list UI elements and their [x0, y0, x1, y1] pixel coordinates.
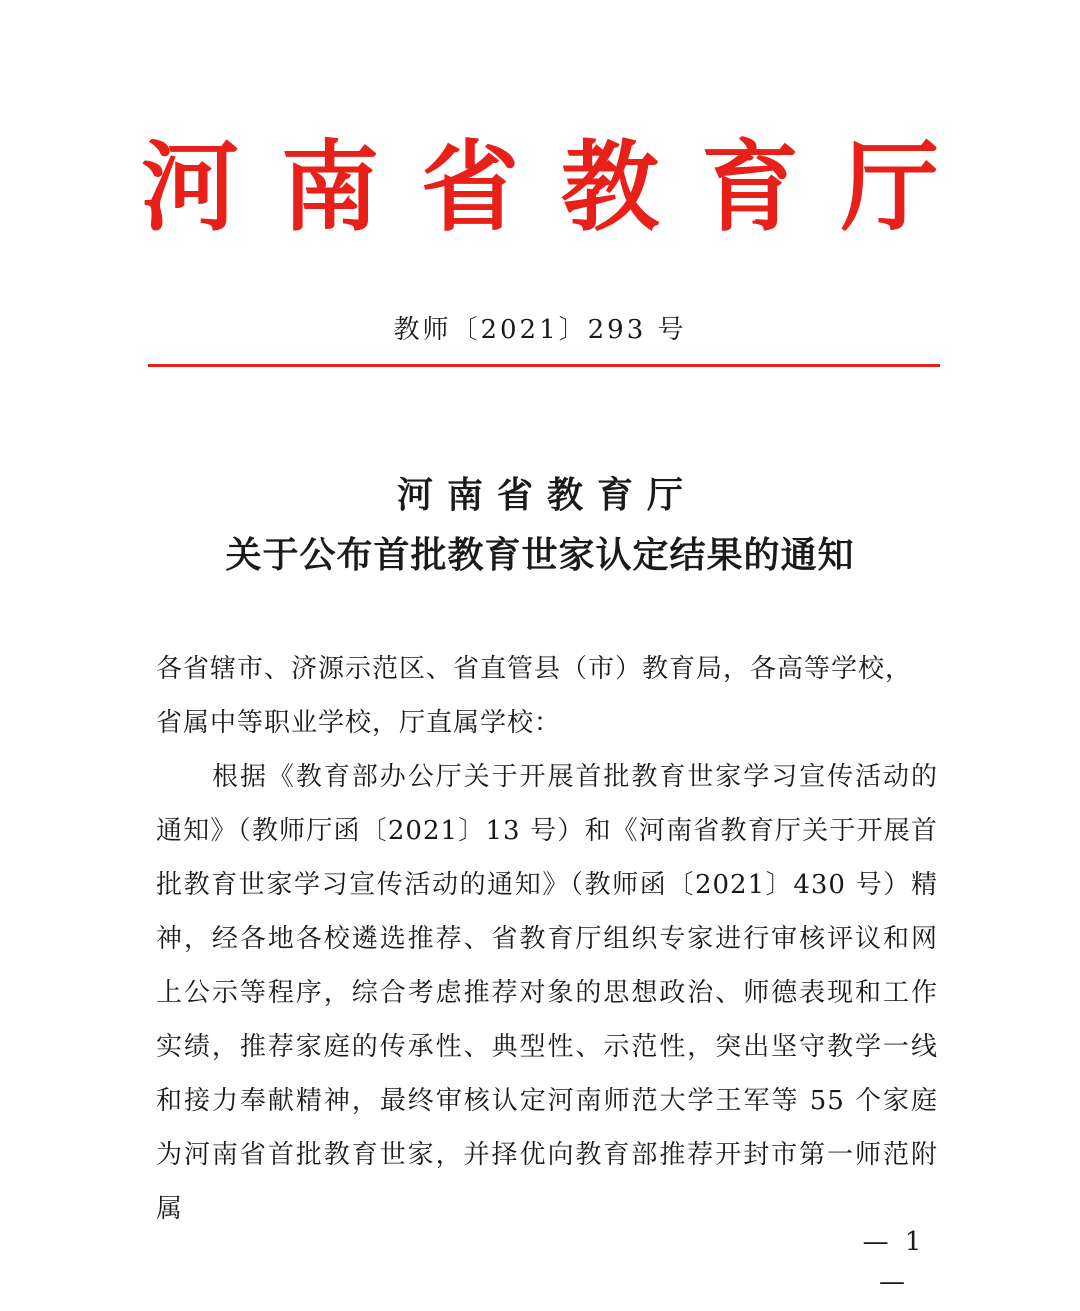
document-number: 教师〔2021〕293 号	[393, 315, 687, 345]
masthead-title: 河南省教育厅	[140, 130, 981, 245]
salutation: 各省辖市、济源示范区、省直管县（市）教育局，各高等学校，省属中等职业学校，厅直属学校：	[156, 654, 913, 738]
red-divider-line	[148, 364, 940, 367]
notice-title-issuer: 河南省教育厅	[396, 474, 697, 516]
page-number: — 1 —	[862, 1227, 926, 1297]
body-paragraph: 根据《教育部办公厅关于开展首批教育世家学习宣传活动的通知》（教师厅函〔2021〕13 号）和《河南省教育厅关于开展首批教育世家学习宣传活动的通知》（教师函〔2021〕430 号）精神，经各地各校遴选推荐、省教育厅组织专家进行审核评议和网上公示等程序，综合考虑推荐对象的思想政治、师德表现和工作实绩，推荐家庭的传承性、典型性、示范性，突出坚守教学一线和接力奉献精神，最终审核认定河南师范大学王军等 55 个家庭为河南省首批教育世家，并择优向教育部推荐开封市第一师范附属	[156, 762, 938, 1224]
notice-title-subject: 关于公布首批教育世家认定结果的通知	[225, 534, 855, 576]
